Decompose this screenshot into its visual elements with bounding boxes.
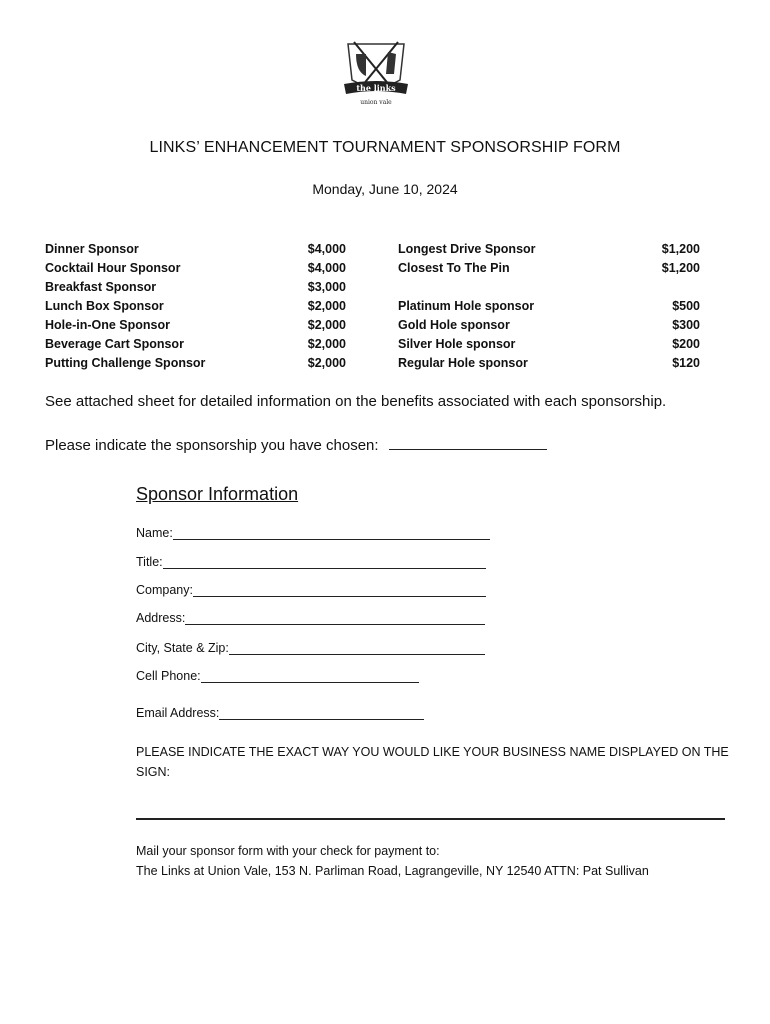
city-field-row (136, 641, 485, 655)
email-field[interactable] (219, 707, 424, 720)
sponsorship-name (398, 278, 536, 297)
sponsorship-prices-left (300, 240, 346, 373)
sponsorship-name: Silver Hole sponsor (398, 337, 516, 351)
email-label: Email Address: (136, 706, 220, 720)
title-field[interactable] (163, 556, 486, 569)
title-field-row (136, 555, 486, 569)
sponsorship-price: $4,000 (307, 242, 346, 256)
city-label: City, State & Zip: (136, 641, 229, 655)
name-field[interactable] (173, 527, 490, 540)
links-logo (340, 38, 412, 110)
sponsorship-name: Breakfast Sponsor (45, 280, 157, 294)
city-field[interactable] (229, 642, 485, 655)
logo-brand: the links (356, 83, 396, 93)
section-title: Sponsor Information (136, 484, 299, 504)
mail-address: The Links at Union Vale, 153 N. Parliman Road, Lagrangeville, NY 12540 ATTN: Pat Sullivan (136, 864, 649, 878)
sponsorship-name: Closest To The Pin (398, 261, 510, 275)
sponsorship-name: Lunch Box Sponsor (45, 299, 164, 313)
address-label: Address: (136, 611, 186, 625)
logo-sub: union vale (360, 99, 392, 106)
sign-name-field[interactable] (136, 818, 725, 820)
sponsorship-name: Gold Hole sponsor (398, 318, 510, 332)
company-label: Company: (136, 583, 193, 597)
sponsorship-price: $300 (672, 318, 700, 332)
mail-instructions (136, 841, 649, 881)
company-field[interactable] (193, 584, 486, 597)
name-field-row (136, 526, 490, 540)
sponsorship-price: $2,000 (307, 337, 346, 351)
sponsorship-choice (45, 437, 547, 454)
sponsorship-name: Putting Challenge Sponsor (45, 356, 206, 370)
sponsorship-name: Longest Drive Sponsor (398, 242, 536, 256)
address-field-row (136, 611, 485, 625)
sponsorship-name: Regular Hole sponsor (398, 356, 528, 370)
sponsorship-name: Cocktail Hour Sponsor (45, 261, 181, 275)
sponsorship-price: $2,000 (307, 318, 346, 332)
cell-field-row (136, 669, 419, 683)
cell-label: Cell Phone: (136, 669, 201, 683)
sponsorship-name: Dinner Sponsor (45, 242, 139, 256)
sponsorship-price: $120 (672, 356, 700, 370)
sponsorship-price (650, 278, 700, 297)
sponsorship-price: $4,000 (307, 261, 346, 275)
cell-phone-field[interactable] (201, 670, 419, 683)
sign-instruction: PLEASE INDICATE THE EXACT WAY YOU WOULD LIKE YOUR BUSINESS NAME DISPLAYED ON THE SIGN: (136, 745, 729, 779)
sponsorship-price: $2,000 (307, 356, 346, 370)
name-label: Name: (136, 526, 173, 540)
sponsorship-name: Hole-in-One Sponsor (45, 318, 170, 332)
sponsorship-price: $500 (672, 299, 700, 313)
event-date: Monday, June 10, 2024 (312, 181, 458, 197)
sponsorship-price: $1,200 (661, 261, 700, 275)
sponsorship-names-left (45, 240, 205, 373)
sponsorship-names-right (398, 240, 536, 373)
sponsorship-name: Platinum Hole sponsor (398, 299, 535, 313)
title-label: Title: (136, 555, 163, 569)
sponsorship-prices-right (650, 240, 700, 373)
sponsorship-price: $200 (672, 337, 700, 351)
sponsorship-choice-field[interactable] (389, 437, 547, 450)
benefits-note: See attached sheet for detailed information on the benefits associated with each sponsorship. (45, 393, 667, 410)
sponsorship-choice-label: Please indicate the sponsorship you have chosen: (45, 437, 379, 454)
company-field-row (136, 583, 486, 597)
sponsorship-price: $1,200 (661, 242, 700, 256)
address-field[interactable] (185, 612, 485, 625)
email-field-row (136, 706, 424, 720)
sponsorship-price: $2,000 (307, 299, 346, 313)
mail-line-1: Mail your sponsor form with your check for payment to: (136, 844, 440, 858)
sponsorship-name: Beverage Cart Sponsor (45, 337, 184, 351)
form-title: LINKS’ ENHANCEMENT TOURNAMENT SPONSORSHIP FORM (149, 139, 621, 156)
sponsorship-price: $3,000 (307, 280, 346, 294)
